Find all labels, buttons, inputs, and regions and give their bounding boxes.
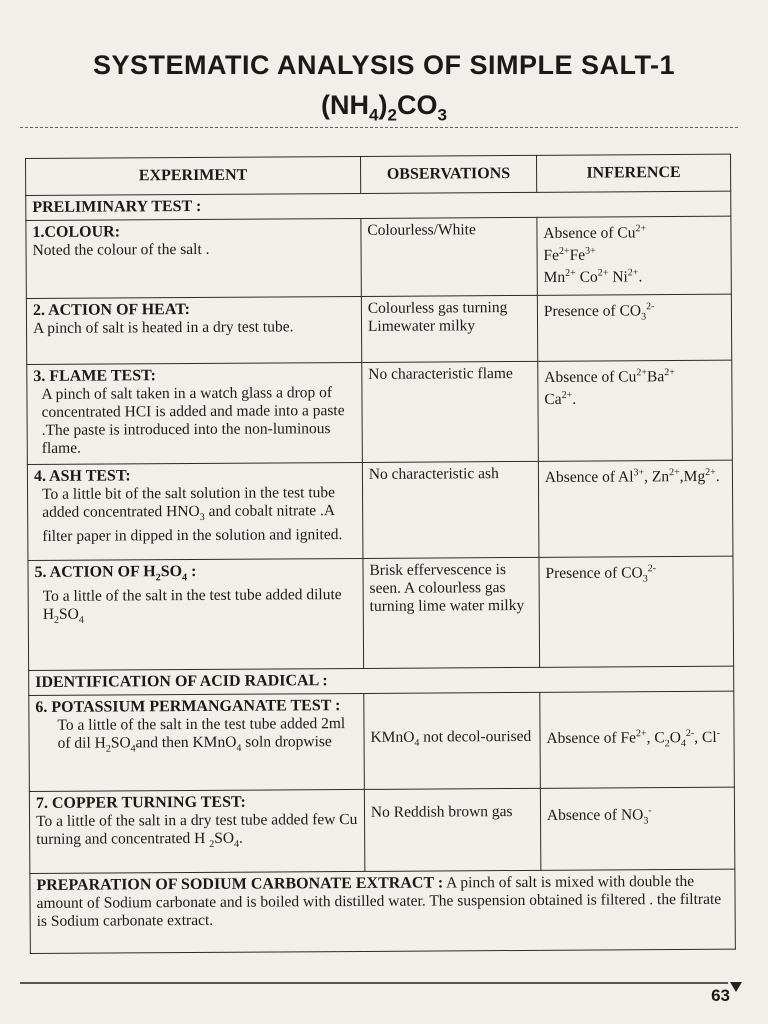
experiment-desc: To a little of the salt in the test tube added 2ml of dil $H_2SO_4and$ then KMnO$_4$ soln dropwise: [57, 715, 346, 755]
observation-cell: No Reddish brown gas: [364, 788, 540, 871]
observation-cell: No characteristic ash: [362, 461, 539, 558]
table-header-row: [26, 154, 731, 195]
table-row: [27, 460, 733, 560]
inference-cell: Absence of $Al^{3+}$, $Zn^{2+},Mg^{2+}$.: [538, 460, 733, 557]
experiment-title: 5. ACTION OF $H_2SO_4$ :: [34, 562, 197, 584]
experiment-desc: To a little of the salt in the test tube added dilute $H_2SO_4$: [42, 586, 342, 627]
experiment-desc: To a little of the salt in a dry test tube added few Cu turning and concentrated H $_2SO_4$.: [36, 810, 358, 850]
table-row: [26, 216, 731, 298]
experiment-title: 2. ACTION OF HEAT:: [32, 300, 191, 319]
analysis-table: [25, 154, 736, 954]
observation-cell: Colourless/White: [361, 217, 537, 296]
experiment-title: 7. COPPER TURNING TEST:: [35, 793, 246, 812]
table-row: [28, 556, 734, 670]
header-inference: INFERENCE: [536, 154, 730, 192]
observation-cell: Colourless gas turning Limewater milky: [361, 295, 537, 362]
header-experiment: EXPERIMENT: [26, 156, 361, 195]
inference-cell: Absence of $Cu^{2+}Ba^{2+}$ $Ca^{2+}$.: [538, 360, 733, 461]
experiment-title: 1.COLOUR:: [32, 223, 121, 241]
preparation-cell: [30, 869, 735, 953]
experiment-desc: Noted the colour of the salt .: [32, 240, 210, 259]
table-row: [27, 360, 733, 464]
experiment-title: 4. ASH TEST:: [33, 467, 131, 485]
footer-divider: [20, 982, 728, 984]
header-divider: [20, 127, 738, 128]
observation-cell: KMnO$_4$ not decol-ourised: [364, 692, 541, 789]
observation-cell: No characteristic flame: [362, 361, 539, 462]
inference-cell: Absence of $Cu^{2+}$ $Fe^{2+}Fe^{3+}$ $Mn^{2+}$ $Co^{2+}$ $Ni^{2+}$.: [537, 216, 732, 295]
experiment-desc: A pinch of salt is heated in a dry test tube.: [32, 318, 294, 337]
preparation-title: PREPARATION OF SODIUM CARBONATE EXTRACT :: [36, 874, 444, 894]
inference-cell: Presence of $CO_3^{2-}$: [539, 556, 734, 667]
experiment-cell: [27, 362, 362, 464]
table-row: [29, 787, 734, 873]
experiment-cell: [26, 296, 361, 364]
experiment-title: 3. FLAME TEST:: [33, 367, 156, 385]
experiment-cell: [27, 462, 362, 560]
table-row: [29, 691, 735, 791]
header-observations: OBSERVATIONS: [360, 155, 536, 193]
section-title: IDENTIFICATION OF ACID RADICAL :: [29, 666, 734, 695]
triangle-marker-icon: [730, 982, 742, 992]
experiment-desc: A pinch of salt taken in a watch glass a drop of concentrated HCI is added and made into a paste .The paste is introduced into the non-luminous flame.: [41, 384, 345, 457]
inference-cell: Presence of $CO_3^{2-}$: [537, 294, 732, 361]
inference-cell: Absence of $Fe^{2+}$, $C_2O_4^{2-}$, Cl-: [540, 691, 735, 788]
preparation-text: A pinch of salt is mixed with double the amount of Sodium carbonate and is boiled with distilled water. The suspension obtained is filtered . the filtrate is Sodium carbonate extract.: [36, 872, 722, 930]
experiment-cell: [28, 558, 364, 670]
page-title: SYSTEMATIC ANALYSIS OF SIMPLE SALT-1: [92, 50, 676, 80]
experiment-cell: [29, 693, 364, 791]
page-number: 63: [711, 986, 730, 1005]
section-title: PRELIMINARY TEST :: [26, 191, 731, 220]
experiment-desc: To a little bit of the salt solution in the test tube added concentrated $HNO_3$ and cobalt nitrate .A filter paper in dipped in the solution and ignited.: [42, 484, 343, 545]
experiment-title: 6. POTASSIUM PERMANGANATE TEST :: [35, 697, 341, 716]
experiment-cell: [29, 789, 364, 873]
experiment-cell: [26, 218, 361, 298]
table-row: [26, 294, 731, 364]
inference-cell: Absence of $NO_3^-$: [540, 787, 735, 870]
preparation-row: [30, 869, 735, 953]
observation-cell: Brisk effervescence is seen. A colourless gas turning lime water milky: [363, 557, 540, 668]
salt-formula: $(NH_4)_2CO_3$: [321, 90, 447, 125]
